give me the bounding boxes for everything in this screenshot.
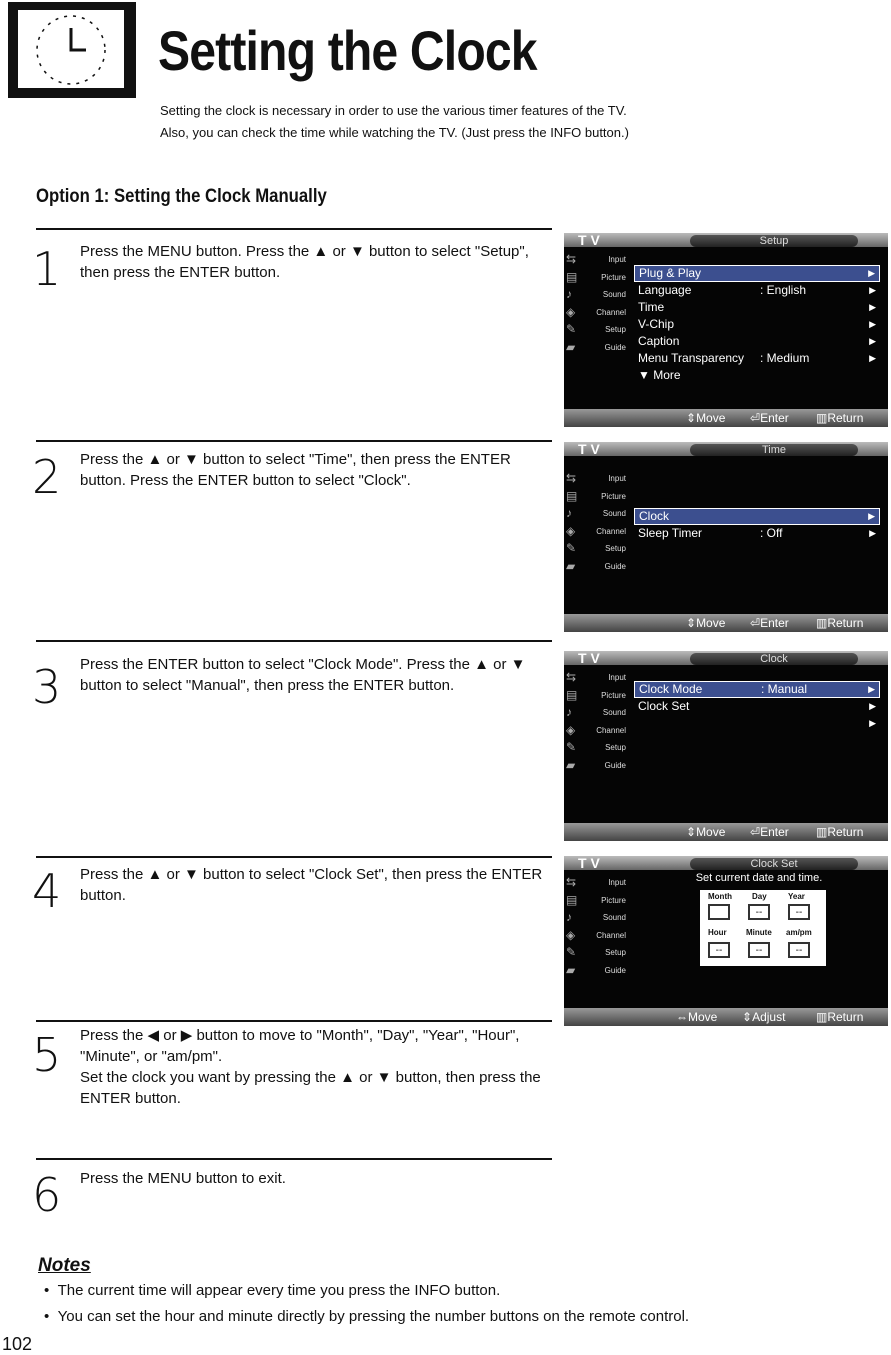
sidebar-item-guide[interactable]: ▰ Guide (566, 757, 626, 772)
sidebar-item-guide[interactable]: ▰ Guide (566, 339, 626, 354)
step-text: Press the MENU button. Press the ▲ or ▼ button to select "Setup", then press the ENTER button. (80, 243, 529, 281)
menu-item[interactable]: Clock Mode : Manual ▶ (634, 681, 880, 698)
menu-item[interactable]: Time ▶ (638, 300, 876, 314)
step-divider (36, 1020, 552, 1022)
step-number: 2 (32, 450, 62, 504)
sidebar-item-setup[interactable]: ✎ Setup (566, 322, 626, 336)
option-heading: Option 1: Setting the Clock Manually (36, 186, 327, 207)
setup-menu-list (634, 265, 880, 384)
setup-icon: ✎ (566, 740, 577, 754)
sidebar-item-sound[interactable]: ♪ Sound (566, 910, 626, 924)
enter-hint: ⏎ Enter (750, 411, 789, 425)
sidebar-item-input[interactable]: ⇆ Input (566, 471, 626, 485)
month-label: Month (708, 892, 732, 901)
menu-item[interactable]: Caption ▶ (638, 334, 876, 348)
sidebar-item-channel[interactable]: ◈ Channel (566, 304, 626, 319)
enter-hint: ⏎ Enter (750, 616, 789, 630)
input-icon: ⇆ (566, 252, 577, 266)
sidebar-item-channel[interactable]: ◈ Channel (566, 722, 626, 737)
year-label: Year (788, 892, 805, 901)
input-icon: ⇆ (566, 670, 577, 684)
clock-menu-screen (564, 651, 888, 841)
sidebar-item-picture[interactable]: ▤ Picture (566, 687, 626, 702)
channel-icon: ◈ (566, 523, 576, 538)
time-menu-screen (564, 442, 888, 632)
sidebar-item-channel[interactable]: ◈ Channel (566, 927, 626, 942)
ampm-label: am/pm (786, 928, 812, 937)
sidebar (564, 470, 632, 575)
arrow-right-icon: ▶ (869, 285, 876, 295)
arrow-right-icon: ▶ (868, 684, 875, 694)
menu-title: Clock (690, 653, 858, 665)
sidebar-item-picture[interactable]: ▤ Picture (566, 488, 626, 503)
clock-set-screen (564, 856, 888, 1026)
step-number: 4 (32, 864, 62, 918)
menu-item[interactable]: Menu Transparency : Medium ▶ (638, 351, 876, 365)
sidebar-item-sound[interactable]: ♪ Sound (566, 506, 626, 520)
minute-field[interactable]: -- (748, 942, 770, 958)
sidebar-item-sound[interactable]: ♪ Sound (566, 287, 626, 301)
input-icon: ⇆ (566, 875, 577, 889)
sidebar-item-guide[interactable]: ▰ Guide (566, 558, 626, 573)
step-text: Press the ◀ or ▶ button to move to "Month", "Day", "Year", "Hour", "Minute", or "am/pm". Set the clock you want by pressing the ▲ or ▼ button, then press the ENTER button. (80, 1027, 541, 1107)
sidebar-item-guide[interactable]: ▰ Guide (566, 962, 626, 977)
adjust-hint: ⇕ Adjust (742, 1010, 786, 1024)
return-hint: ▥ Return (816, 616, 864, 630)
picture-icon: ▤ (566, 488, 578, 503)
setup-icon: ✎ (566, 322, 577, 336)
step-divider (36, 228, 552, 230)
clock-set-heading: Set current date and time. (695, 872, 823, 884)
sidebar-item-input[interactable]: ⇆ Input (566, 670, 626, 684)
move-hint: ⇕ Move (686, 825, 726, 839)
arrow-right-icon: ▶ (869, 353, 876, 363)
menu-title: Setup (690, 235, 858, 247)
arrow-right-icon: ▶ (869, 319, 876, 329)
menu-item[interactable]: Plug & Play ▶ (634, 265, 880, 282)
guide-icon: ▰ (566, 339, 576, 354)
picture-icon: ▤ (566, 269, 578, 284)
menu-item-more[interactable]: ▼ More (638, 368, 681, 382)
step-divider (36, 1158, 552, 1160)
setup-icon: ✎ (566, 541, 577, 555)
channel-icon: ◈ (566, 304, 576, 319)
clock-logo-icon (8, 2, 136, 98)
tv-label: T V (578, 651, 600, 666)
setup-icon: ✎ (566, 945, 577, 959)
menu-title: Time (690, 444, 858, 456)
clock-set-panel (700, 890, 826, 966)
picture-icon: ▤ (566, 892, 578, 907)
screen-footer (564, 409, 888, 427)
sidebar (564, 669, 632, 774)
menu-title: Clock Set (690, 858, 858, 870)
tv-label: T V (578, 233, 600, 248)
guide-icon: ▰ (566, 962, 576, 977)
channel-icon: ◈ (566, 722, 576, 737)
arrow-right-icon: ▶ (869, 718, 876, 728)
channel-icon: ◈ (566, 927, 576, 942)
sidebar-item-setup[interactable]: ✎ Setup (566, 740, 626, 754)
arrow-right-icon: ▶ (868, 268, 875, 278)
page-number: 102 (2, 1334, 33, 1354)
return-hint: ▥ Return (816, 411, 864, 425)
minute-label: Minute (746, 928, 772, 937)
step-number: 6 (32, 1168, 62, 1222)
step-divider (36, 440, 552, 442)
menu-item[interactable]: Language : English ▶ (638, 283, 876, 297)
day-label: Day (752, 892, 767, 901)
clock-menu-list (634, 681, 880, 732)
sidebar-item-picture[interactable]: ▤ Picture (566, 892, 626, 907)
sidebar-item-setup[interactable]: ✎ Setup (566, 945, 626, 959)
hour-label: Hour (708, 928, 727, 937)
sound-icon: ♪ (566, 287, 572, 301)
sidebar-item-sound[interactable]: ♪ Sound (566, 705, 626, 719)
move-hint: ⇕ Move (686, 616, 726, 630)
guide-icon: ▰ (566, 558, 576, 573)
screen-footer (564, 614, 888, 632)
screen-footer (564, 1008, 888, 1026)
screen-footer (564, 823, 888, 841)
guide-icon: ▰ (566, 757, 576, 772)
sidebar-item-input[interactable]: ⇆ Input (566, 875, 626, 889)
move-hint: ⇔ Move (676, 1010, 718, 1024)
sidebar-item-input[interactable]: ⇆ Input (566, 252, 626, 266)
page-title: Setting the Clock (158, 19, 537, 82)
note-item: • You can set the hour and minute directly by pressing the number buttons on the remote control. (44, 1308, 690, 1325)
hour-field[interactable]: -- (708, 942, 730, 958)
menu-item[interactable]: Clock ▶ (634, 508, 880, 525)
sound-icon: ♪ (566, 705, 572, 719)
sidebar-item-picture[interactable]: ▤ Picture (566, 269, 626, 284)
step-text: Press the ENTER button to select "Clock Mode". Press the ▲ or ▼ button to select "Manual", then press the ENTER button. (80, 656, 526, 694)
day-field[interactable]: -- (748, 904, 770, 920)
sound-icon: ♪ (566, 506, 572, 520)
step-text: Press the ▲ or ▼ button to select "Clock Set", then press the ENTER button. (80, 866, 543, 904)
menu-item[interactable]: Clock Set ▶ (638, 699, 876, 713)
menu-item[interactable]: V-Chip ▶ (638, 317, 876, 331)
return-hint: ▥ Return (816, 825, 864, 839)
step-divider (36, 856, 552, 858)
ampm-field[interactable]: -- (788, 942, 810, 958)
return-hint: ▥ Return (816, 1010, 864, 1024)
setup-menu-screen (564, 233, 888, 427)
menu-item[interactable]: Sleep Timer : Off ▶ (638, 526, 876, 540)
step-text: Press the MENU button to exit. (80, 1170, 286, 1187)
arrow-right-icon: ▶ (869, 701, 876, 711)
enter-hint: ⏎ Enter (750, 825, 789, 839)
arrow-right-icon: ▶ (869, 336, 876, 346)
month-field[interactable] (708, 904, 730, 920)
arrow-right-icon: ▶ (868, 511, 875, 521)
input-icon: ⇆ (566, 471, 577, 485)
step-number: 3 (32, 660, 62, 714)
tv-label: T V (578, 856, 600, 871)
note-item: • The current time will appear every time you press the INFO button. (44, 1282, 501, 1299)
sidebar (564, 251, 632, 356)
year-field[interactable]: -- (788, 904, 810, 920)
move-hint: ⇕ Move (686, 411, 726, 425)
menu-item-disabled (634, 715, 880, 732)
sidebar-item-setup[interactable]: ✎ Setup (566, 541, 626, 555)
sound-icon: ♪ (566, 910, 572, 924)
notes-heading: Notes (38, 1255, 91, 1276)
arrow-right-icon: ▶ (869, 528, 876, 538)
arrow-right-icon: ▶ (869, 302, 876, 312)
step-number: 5 (32, 1028, 62, 1082)
picture-icon: ▤ (566, 687, 578, 702)
step-divider (36, 640, 552, 642)
time-menu-list (634, 508, 880, 542)
tv-label: T V (578, 442, 600, 457)
step-text: Press the ▲ or ▼ button to select "Time", then press the ENTER button. Press the ENTER button to select "Clock". (80, 451, 511, 489)
step-number: 1 (32, 242, 62, 296)
sidebar (564, 874, 632, 979)
sidebar-item-channel[interactable]: ◈ Channel (566, 523, 626, 538)
intro-text: Setting the clock is necessary in order to use the various timer features of the TV. Also, you can check the time while watching the TV. (Just press the INFO button.) (160, 103, 629, 140)
